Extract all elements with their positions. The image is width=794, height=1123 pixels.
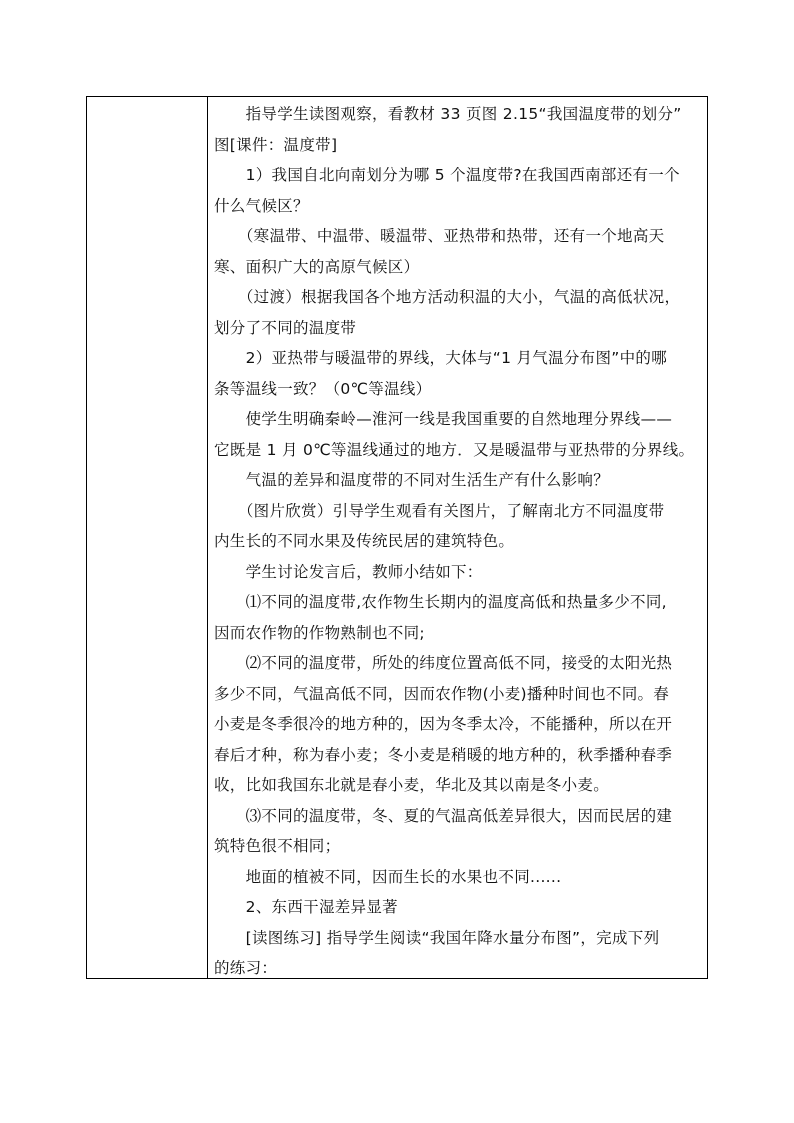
- text-line: 小麦是冬季很冷的地方种的，因为冬季太冷，不能播种，所以在开: [214, 715, 673, 733]
- text-line: 春后才种，称为春小麦；冬小麦是稍暖的地方种的，秋季播种春季: [214, 745, 673, 764]
- text-line: 条等温线一致？（0℃等温线）: [214, 379, 432, 398]
- content-cell: [208, 97, 707, 978]
- text-line: ⑴不同的温度带,农作物生长期内的温度高低和热量多少不同,: [214, 593, 667, 611]
- text-line: 使学生明确秦岭—淮河一线是我国重要的自然地理分界线——: [214, 410, 673, 428]
- text-line: 因而农作物的作物熟制也不同;: [214, 623, 425, 642]
- text-line: 收，比如我国东北就是春小麦，华北及其以南是冬小麦。: [214, 776, 610, 794]
- left-column-cell: [87, 97, 208, 978]
- text-line: 寒、面积广大的高原气候区）: [214, 257, 420, 276]
- text-line: 什么气候区？: [214, 196, 309, 215]
- text-line: 划分了不同的温度带: [214, 318, 357, 337]
- text-line: 它既是 1 月 0℃等温线通过的地方．又是暖温带与亚热带的分界线。: [214, 440, 695, 459]
- text-line: 地面的植被不同，因而生长的水果也不同......: [214, 867, 562, 886]
- text-line: 气温的差异和温度带的不同对生活生产有什么影响？: [214, 471, 610, 489]
- text-line: （图片欣赏）引导学生观看有关图片，了解南北方不同温度带: [214, 501, 665, 520]
- text-line: 图[课件：温度带]: [214, 135, 338, 154]
- text-line: 指导学生读图观察，看教材 33 页图 2.15“我国温度带的划分”: [214, 105, 682, 123]
- text-line: 2、东西干湿差异显著: [214, 898, 398, 916]
- text-line: 学生讨论发言后，教师小结如下：: [214, 562, 483, 581]
- text-line: 1）我国自北向南划分为哪 5 个温度带?在我国西南部还有一个: [214, 166, 680, 184]
- text-line: 筑特色很不相同；: [214, 837, 341, 855]
- text-line: （寒温带、中温带、暖温带、亚热带和热带，还有一个地高天: [214, 227, 665, 245]
- text-line: 的练习：: [214, 959, 278, 977]
- content-text-block: [214, 99, 707, 984]
- text-line: 内生长的不同水果及传统民居的建筑特色。: [214, 532, 515, 550]
- text-line: [读图练习] 指导学生阅读“我国年降水量分布图”，完成下列: [214, 928, 660, 947]
- text-line: ⑶不同的温度带，冬、夏的气温高低差异很大，因而民居的建: [214, 806, 673, 825]
- lesson-table: [86, 96, 708, 979]
- text-line: 2）亚热带与暖温带的界线，大体与“1 月气温分布图”中的哪: [214, 349, 668, 367]
- text-line: ⑵不同的温度带，所处的纬度位置高低不同，接受的太阳光热: [214, 654, 673, 672]
- text-line: （过渡）根据我国各个地方活动积温的大小，气温的高低状况，: [214, 288, 681, 306]
- text-line: 多少不同，气温高低不同，因而农作物(小麦)播种时间也不同。春: [214, 684, 670, 703]
